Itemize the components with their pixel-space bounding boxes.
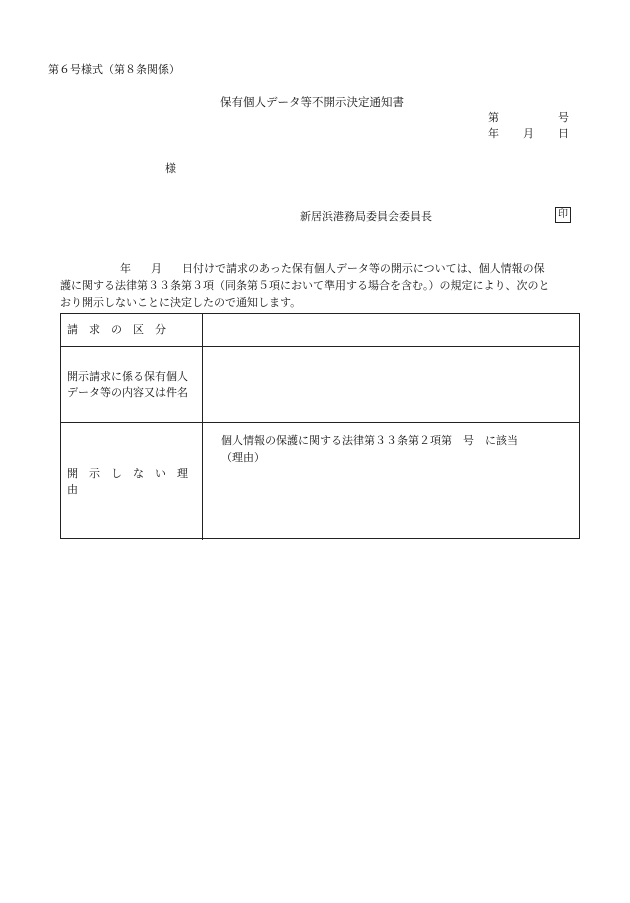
request-type-value[interactable] — [203, 314, 579, 346]
subject-label-line2: データ等の内容又は件名 — [67, 385, 188, 399]
date-year: 年 — [488, 127, 499, 140]
subject-value[interactable] — [203, 347, 579, 422]
request-type-label: 請 求 の 区 分 — [61, 314, 203, 346]
table-row — [61, 423, 579, 540]
table-row — [61, 314, 579, 347]
body-line-3: おり開示しないことに決定したので通知します。 — [60, 296, 302, 309]
decision-table — [60, 313, 580, 539]
reason-value[interactable] — [203, 423, 579, 540]
document-title: 保有個人データ等不開示決定通知書 — [220, 95, 404, 109]
body-line-1-text: 日付けで請求のあった保有個人データ等の開示については、個人情報の保 — [182, 262, 545, 275]
reason-heading: （理由） — [221, 451, 265, 464]
date-month: 月 — [523, 127, 534, 140]
subject-label — [61, 347, 203, 422]
reason-label: 開 示 し な い 理 由 — [61, 423, 203, 540]
body-year: 年 — [120, 262, 131, 275]
form-number: 第６号様式（第８条関係） — [48, 63, 180, 76]
notice-body — [60, 260, 585, 311]
doc-number-suffix: 号 — [558, 111, 569, 124]
body-line-1 — [60, 260, 585, 277]
doc-number-prefix: 第 — [488, 111, 499, 124]
date-day: 日 — [558, 127, 569, 140]
table-row — [61, 347, 579, 423]
seal-stamp: 印 — [555, 207, 571, 223]
recipient-honorific: 様 — [165, 162, 176, 175]
subject-label-line1: 開示請求に係る保有個人 — [67, 369, 188, 383]
reason-legal-basis: 個人情報の保護に関する法律第３３条第２項第 号 に該当 — [221, 434, 518, 447]
body-line-2: 護に関する法律第３３条第３項（同条第５項において準用する場合を含む。）の規定により、次のと — [60, 279, 550, 292]
body-month: 月 — [151, 262, 162, 275]
sender-name: 新居浜港務局委員会委員長 — [300, 210, 432, 223]
